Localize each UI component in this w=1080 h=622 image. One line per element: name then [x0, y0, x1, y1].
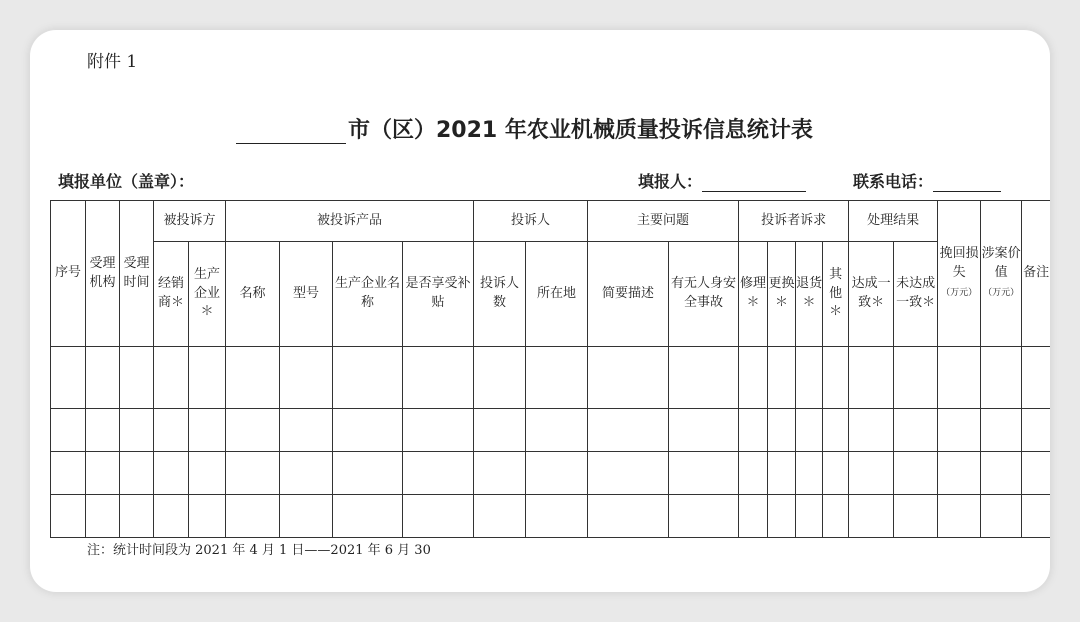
header-value-unit: （万元） — [983, 287, 1020, 298]
table-cell — [894, 452, 938, 495]
table-cell — [894, 347, 938, 409]
header-complainant: 投诉人 — [474, 201, 588, 242]
header-demand: 投诉者诉求 — [739, 201, 849, 242]
table-cell — [938, 409, 981, 452]
table-cell — [226, 347, 280, 409]
table-cell — [768, 452, 796, 495]
table-cell — [280, 495, 333, 538]
phone-label: 联系电话： — [853, 172, 934, 191]
table-cell — [51, 347, 86, 409]
table-cell — [1022, 347, 1050, 409]
table-cell — [403, 347, 474, 409]
table-cell — [823, 495, 849, 538]
table-cell — [669, 347, 739, 409]
table-cell — [739, 495, 768, 538]
table-cell — [938, 495, 981, 538]
table-cell — [1022, 452, 1050, 495]
table-cell — [768, 495, 796, 538]
table-cell — [333, 347, 403, 409]
header-seq: 序号 — [51, 201, 86, 347]
table-cell — [333, 495, 403, 538]
table-row — [51, 495, 1051, 538]
note: 注：统计时间段为 2021 年 4 月 1 日——2021 年 6 月 30 — [87, 543, 431, 558]
table-cell — [938, 452, 981, 495]
table-cell — [669, 409, 739, 452]
header-return: 退货＊ — [796, 242, 823, 347]
table-cell — [120, 452, 154, 495]
phone-blank — [933, 175, 1001, 192]
table-cell — [154, 452, 189, 495]
table-cell — [981, 409, 1022, 452]
table-cell — [403, 452, 474, 495]
table-cell — [1022, 409, 1050, 452]
table-cell — [849, 347, 894, 409]
table-cell — [154, 495, 189, 538]
table-cell — [796, 495, 823, 538]
table-cell — [403, 409, 474, 452]
header-recovered — [938, 201, 981, 347]
table-cell — [154, 409, 189, 452]
header-brief: 简要描述 — [588, 242, 669, 347]
table-cell — [526, 409, 588, 452]
table-cell — [189, 495, 226, 538]
table-cell — [669, 495, 739, 538]
table-cell — [280, 347, 333, 409]
table-cell — [86, 495, 120, 538]
table-cell — [739, 452, 768, 495]
header-value — [981, 201, 1022, 347]
table-cell — [226, 495, 280, 538]
phone-field — [853, 169, 1001, 192]
table-cell — [768, 347, 796, 409]
table-cell — [333, 452, 403, 495]
table-cell — [51, 495, 86, 538]
table-cell — [280, 409, 333, 452]
table-row — [51, 452, 1051, 495]
table-cell — [823, 409, 849, 452]
header-company: 生产企业名称 — [333, 242, 403, 347]
unit-label: 填报单位（盖章）： — [58, 172, 195, 191]
table-cell — [120, 495, 154, 538]
table-cell — [588, 495, 669, 538]
table-cell — [51, 409, 86, 452]
table-cell — [474, 347, 526, 409]
table-cell — [226, 452, 280, 495]
table-cell — [474, 452, 526, 495]
header-main-issue: 主要问题 — [588, 201, 739, 242]
table-cell — [189, 452, 226, 495]
table-cell — [849, 452, 894, 495]
table-cell — [154, 347, 189, 409]
header-safety: 有无人身安全事故 — [669, 242, 739, 347]
table-cell — [526, 347, 588, 409]
table-cell — [226, 409, 280, 452]
table-cell — [739, 347, 768, 409]
table-cell — [588, 347, 669, 409]
reporter-field — [638, 169, 806, 192]
page-title — [236, 113, 813, 144]
header-result: 处理结果 — [849, 201, 938, 242]
table-cell — [189, 409, 226, 452]
table-cell — [823, 452, 849, 495]
table-row — [51, 409, 1051, 452]
table-cell — [981, 452, 1022, 495]
table-cell — [849, 495, 894, 538]
reporter-label: 填报人： — [638, 172, 703, 191]
header-model: 型号 — [280, 242, 333, 347]
header-not-agreed: 未达成一致＊ — [894, 242, 938, 347]
table-cell — [120, 409, 154, 452]
table-row — [51, 347, 1051, 409]
table-cell — [86, 347, 120, 409]
empty-rows — [51, 347, 1051, 538]
reporter-blank — [702, 175, 806, 192]
header-location: 所在地 — [526, 242, 588, 347]
table-cell — [280, 452, 333, 495]
header-complainee: 被投诉方 — [154, 201, 226, 242]
header-name: 名称 — [226, 242, 280, 347]
table-cell — [120, 347, 154, 409]
table-cell — [849, 409, 894, 452]
header-remarks: 备注 — [1022, 201, 1050, 347]
table-cell — [796, 409, 823, 452]
title-text: 市（区）2021 年农业机械质量投诉信息统计表 — [348, 118, 813, 143]
table-cell — [981, 347, 1022, 409]
header-recovered-text: 挽回损失 — [939, 246, 979, 281]
table-cell — [894, 409, 938, 452]
header-manufacturer: 生产企业＊ — [189, 242, 226, 347]
table-cell — [474, 495, 526, 538]
header-product: 被投诉产品 — [226, 201, 474, 242]
table-cell — [86, 409, 120, 452]
table-cell — [189, 347, 226, 409]
table-cell — [796, 347, 823, 409]
header-other: 其他＊ — [823, 242, 849, 347]
table-cell — [768, 409, 796, 452]
header-subsidy: 是否享受补贴 — [403, 242, 474, 347]
header-replace: 更换＊ — [768, 242, 796, 347]
table-cell — [588, 409, 669, 452]
table-cell — [474, 409, 526, 452]
table-cell — [739, 409, 768, 452]
table-cell — [403, 495, 474, 538]
table-cell — [333, 409, 403, 452]
header-value-text: 涉案价值 — [981, 246, 1021, 281]
table-cell — [526, 452, 588, 495]
table-cell — [588, 452, 669, 495]
header-agreed: 达成一致＊ — [849, 242, 894, 347]
attachment-label: 附件 1 — [87, 52, 138, 72]
table-cell — [526, 495, 588, 538]
city-blank — [236, 123, 346, 144]
table-cell — [86, 452, 120, 495]
table-cell — [51, 452, 86, 495]
table-cell — [981, 495, 1022, 538]
table-cell — [823, 347, 849, 409]
header-dealer: 经销商＊ — [154, 242, 189, 347]
header-recovered-unit: （万元） — [941, 287, 978, 298]
header-agency: 受理机构 — [86, 201, 120, 347]
table-cell — [938, 347, 981, 409]
header-count: 投诉人数 — [474, 242, 526, 347]
table-cell — [796, 452, 823, 495]
table-cell — [894, 495, 938, 538]
table-cell — [669, 452, 739, 495]
header-time: 受理时间 — [120, 201, 154, 347]
document-page — [30, 30, 1050, 592]
header-repair: 修理＊ — [739, 242, 768, 347]
table-cell — [1022, 495, 1050, 538]
complaint-table — [50, 200, 1050, 538]
